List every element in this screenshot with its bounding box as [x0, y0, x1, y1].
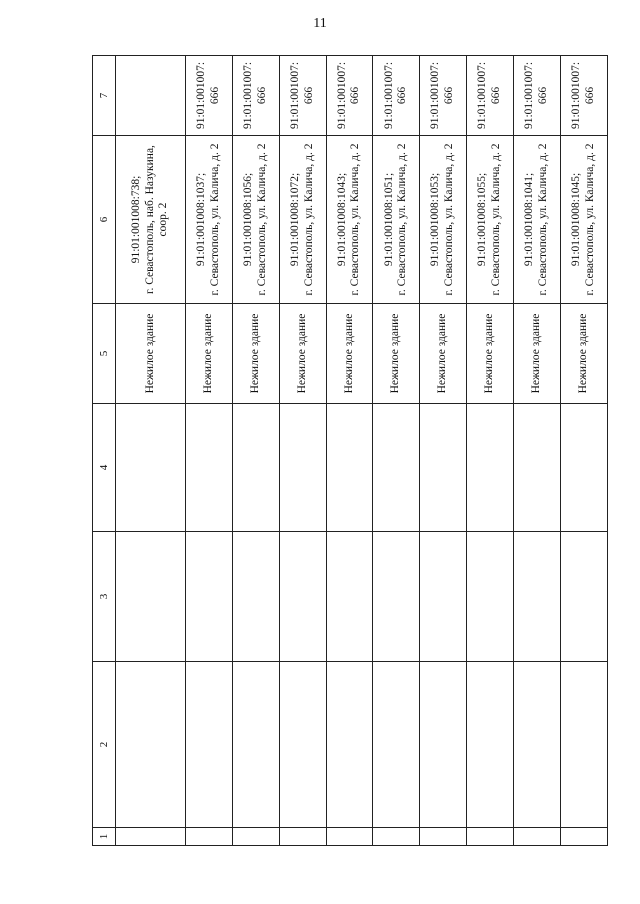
object-type-text: Нежилое здание [143, 313, 156, 394]
column-number: 7 [93, 56, 116, 136]
parcel-number-cell [232, 56, 279, 136]
table-cell-empty [373, 532, 420, 662]
parcel-number-line: 666 [490, 86, 503, 105]
parcel-number-line: 91:01:001007: [241, 61, 254, 130]
cadastral-address-line: 91:01:001008:1041; [523, 172, 536, 267]
table-cell-empty [373, 828, 420, 846]
cadastral-address-line: г. Севастополь, ул. Калича, д. 2 [584, 143, 597, 296]
column-number: 4 [93, 404, 116, 532]
cadastral-address-line: г. Севастополь, ул. Калича, д. 2 [255, 143, 268, 296]
cadastral-address-line: г. Севастополь, ул. Калича, д. 2 [537, 143, 550, 296]
parcel-number-line: 666 [584, 86, 597, 105]
table-cell-empty [514, 662, 561, 828]
cadastral-address-line: 91:01:001008:1045; [570, 172, 583, 267]
table-cell-empty [373, 662, 420, 828]
table-row [467, 56, 514, 846]
table-cell-empty [279, 828, 326, 846]
table-cell-empty [420, 828, 467, 846]
cadastral-address-line: г. Севастополь, наб. Назукина, [143, 145, 156, 294]
cadastral-address-line: г. Севастополь, ул. Калича, д. 2 [490, 143, 503, 296]
parcel-number-cell [420, 56, 467, 136]
table-row [279, 56, 326, 846]
cadastral-address-line: 91:01:001008:738; [129, 175, 142, 264]
cadastral-address-line: 91:01:001008:1072; [288, 172, 301, 267]
parcel-number-line: 666 [396, 86, 409, 105]
table-row [514, 56, 561, 846]
table-cell-empty [232, 404, 279, 532]
column-number: 6 [93, 136, 116, 304]
object-type-cell [232, 304, 279, 404]
cadastral-address-line: соор. 2 [157, 202, 170, 237]
table-cell-empty [116, 532, 186, 662]
parcel-number-line: 666 [443, 86, 456, 105]
table-cell-empty [561, 532, 608, 662]
table-cell-empty [232, 662, 279, 828]
table-row [232, 56, 279, 846]
column-number: 5 [93, 304, 116, 404]
table-cell-empty [185, 532, 232, 662]
parcel-number-cell [326, 56, 373, 136]
parcel-number-cell [279, 56, 326, 136]
table-cell-empty [279, 404, 326, 532]
parcel-number-line: 91:01:001007: [382, 61, 395, 130]
table-row [561, 56, 608, 846]
cadastral-address-line: г. Севастополь, ул. Калича, д. 2 [349, 143, 362, 296]
table-cell-empty [373, 404, 420, 532]
cadastral-address-line: г. Севастополь, ул. Калича, д. 2 [208, 143, 221, 296]
table-cell-empty [420, 532, 467, 662]
cadastral-address-cell [279, 136, 326, 304]
cadastral-address-line: г. Севастополь, ул. Калича, д. 2 [302, 143, 315, 296]
table-cell-empty [420, 662, 467, 828]
cadastral-address-cell [373, 136, 420, 304]
cadastral-address-cell [420, 136, 467, 304]
table-cell-empty [467, 532, 514, 662]
parcel-number-line: 91:01:001007: [194, 61, 207, 130]
table-cell-empty [561, 828, 608, 846]
parcel-number-line: 91:01:001007: [523, 61, 536, 130]
table-cell-empty [420, 404, 467, 532]
parcel-number-line: 91:01:001007: [476, 61, 489, 130]
object-type-text: Нежилое здание [483, 313, 496, 394]
cadastral-address-cell [514, 136, 561, 304]
table-container [92, 56, 608, 846]
parcel-number-cell [116, 56, 186, 136]
object-type-cell [185, 304, 232, 404]
object-type-text: Нежилое здание [295, 313, 308, 394]
object-type-cell [326, 304, 373, 404]
cadastral-address-line: 91:01:001008:1051; [382, 172, 395, 267]
registry-table [92, 55, 608, 846]
table-cell-empty [514, 404, 561, 532]
cadastral-address-cell [561, 136, 608, 304]
parcel-number-cell [561, 56, 608, 136]
table-cell-empty [467, 828, 514, 846]
object-type-text: Нежилое здание [248, 313, 261, 394]
object-type-cell [420, 304, 467, 404]
table-cell-empty [561, 404, 608, 532]
table-cell-empty [279, 532, 326, 662]
cadastral-address-cell [326, 136, 373, 304]
parcel-number-line: 666 [302, 86, 315, 105]
cadastral-address-line: 91:01:001008:1053; [429, 172, 442, 267]
table-row [116, 56, 186, 846]
object-type-text: Нежилое здание [201, 313, 214, 394]
object-type-cell [116, 304, 186, 404]
table-cell-empty [514, 828, 561, 846]
object-type-cell [561, 304, 608, 404]
parcel-number-line: 666 [349, 86, 362, 105]
cadastral-address-cell [467, 136, 514, 304]
table-cell-empty [326, 662, 373, 828]
cadastral-address-line: г. Севастополь, ул. Калича, д. 2 [396, 143, 409, 296]
table-cell-empty [116, 404, 186, 532]
column-number: 2 [93, 662, 116, 828]
parcel-number-cell [467, 56, 514, 136]
table-cell-empty [232, 532, 279, 662]
parcel-number-line: 666 [255, 86, 268, 105]
table-cell-empty [279, 662, 326, 828]
page-number: 11 [313, 16, 327, 31]
table-cell-empty [326, 828, 373, 846]
table-cell-empty [185, 404, 232, 532]
cadastral-address-cell [116, 136, 186, 304]
table-row [185, 56, 232, 846]
object-type-cell [467, 304, 514, 404]
object-type-text: Нежилое здание [342, 313, 355, 394]
table-cell-empty [326, 404, 373, 532]
object-type-text: Нежилое здание [389, 313, 402, 394]
cadastral-address-line: 91:01:001008:1043; [335, 172, 348, 267]
object-type-cell [279, 304, 326, 404]
table-row [373, 56, 420, 846]
parcel-number-line: 666 [537, 86, 550, 105]
table-cell-empty [185, 828, 232, 846]
parcel-number-line: 91:01:001007: [570, 61, 583, 130]
parcel-number-line: 91:01:001007: [335, 61, 348, 130]
column-number-row [93, 56, 116, 846]
table-cell-empty [467, 662, 514, 828]
object-type-cell [514, 304, 561, 404]
cadastral-address-line: 91:01:001008:1055; [476, 172, 489, 267]
table-body [93, 56, 608, 846]
table-row [420, 56, 467, 846]
parcel-number-cell [185, 56, 232, 136]
object-type-text: Нежилое здание [577, 313, 590, 394]
cadastral-address-cell [232, 136, 279, 304]
parcel-number-line: 666 [208, 86, 221, 105]
parcel-number-line: 91:01:001007: [288, 61, 301, 130]
table-cell-empty [326, 532, 373, 662]
parcel-number-cell [373, 56, 420, 136]
parcel-number-line: 91:01:001007: [429, 61, 442, 130]
object-type-text: Нежилое здание [436, 313, 449, 394]
table-cell-empty [185, 662, 232, 828]
table-cell-empty [232, 828, 279, 846]
object-type-cell [373, 304, 420, 404]
cadastral-address-line: 91:01:001008:1037; [194, 172, 207, 267]
parcel-number-cell [514, 56, 561, 136]
cadastral-address-line: 91:01:001008:1056; [241, 172, 254, 267]
table-row [326, 56, 373, 846]
column-number: 1 [93, 828, 116, 846]
table-cell-empty [116, 828, 186, 846]
object-type-text: Нежилое здание [530, 313, 543, 394]
table-cell-empty [514, 532, 561, 662]
table-cell-empty [116, 662, 186, 828]
column-number: 3 [93, 532, 116, 662]
table-cell-empty [561, 662, 608, 828]
cadastral-address-line: г. Севастополь, ул. Калича, д. 2 [443, 143, 456, 296]
cadastral-address-cell [185, 136, 232, 304]
table-cell-empty [467, 404, 514, 532]
